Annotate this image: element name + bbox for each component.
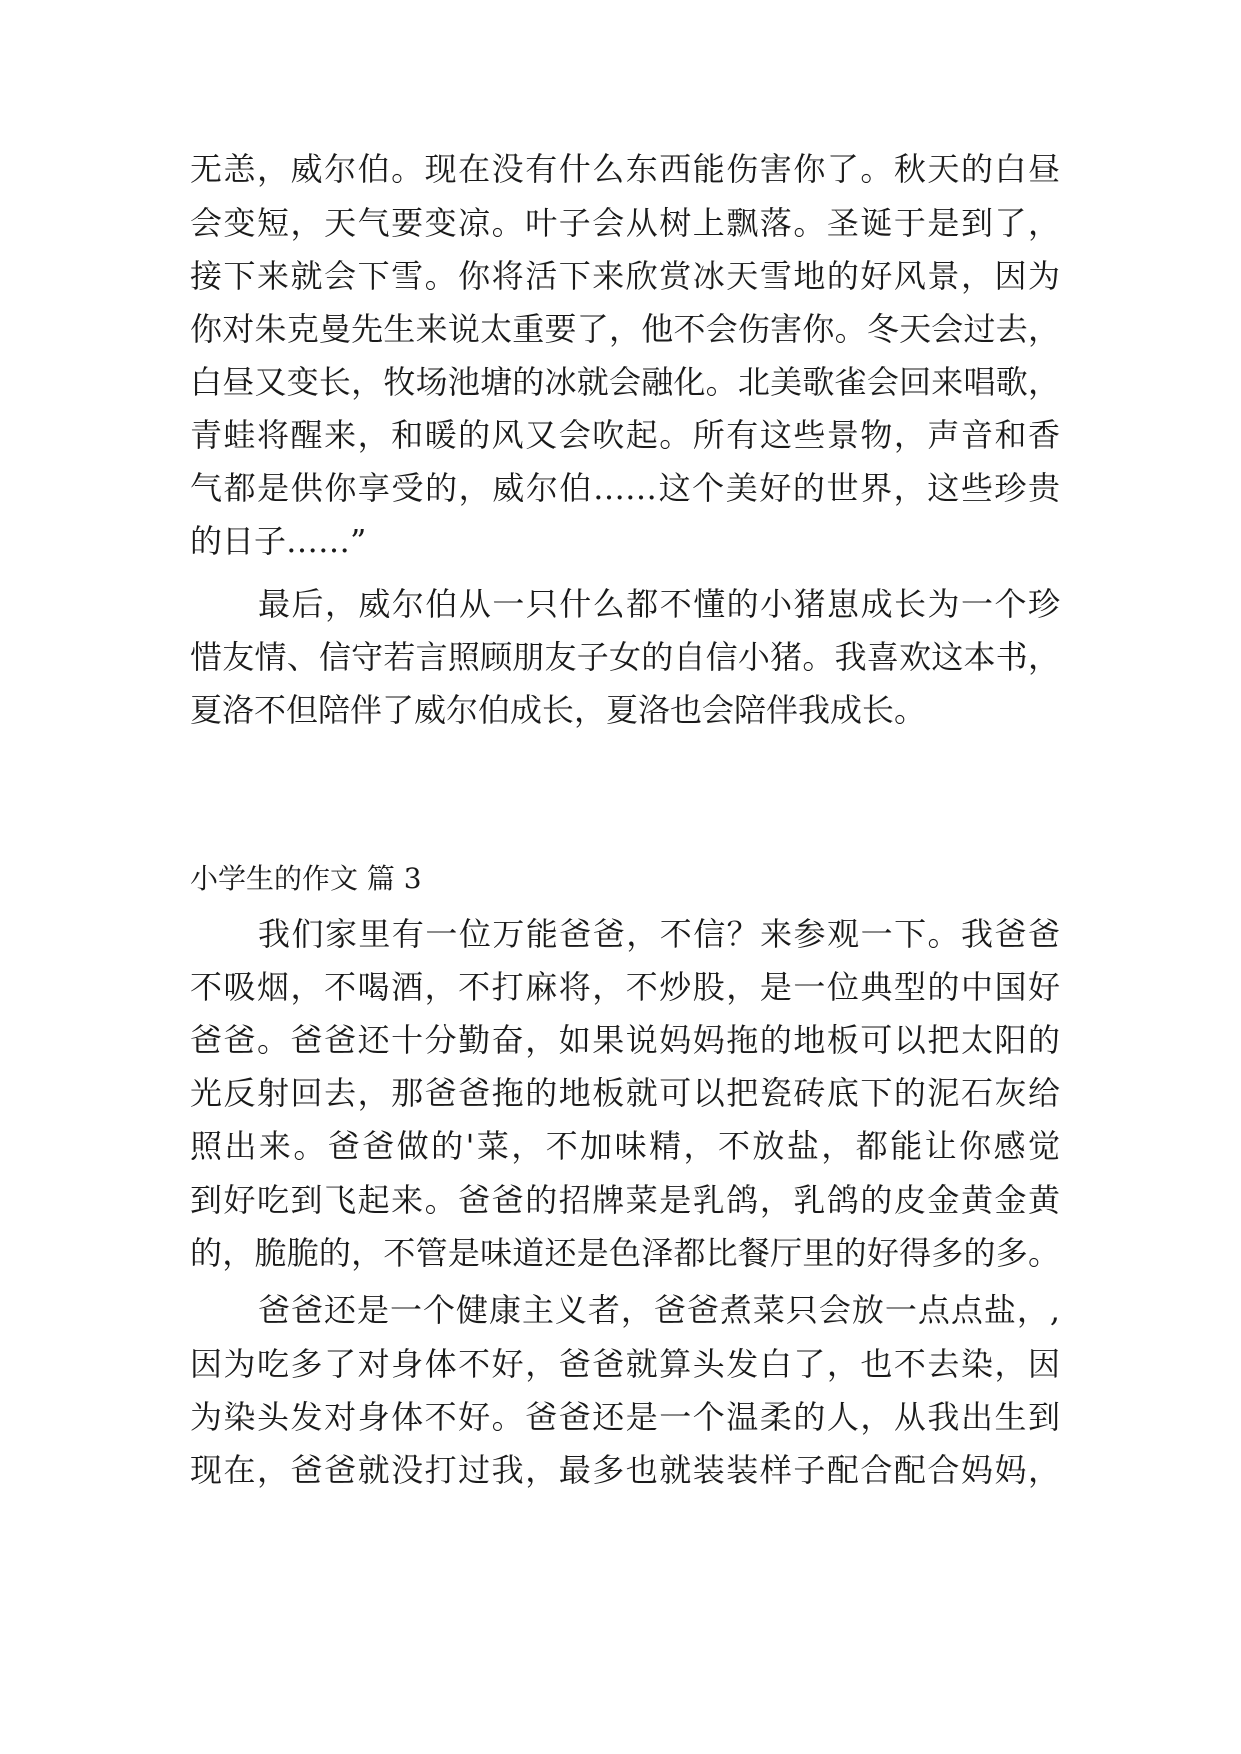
text-line: 最后，威尔伯从一只什么都不懂的小猪崽成长为一个珍 [258,585,1060,623]
text-line: 光反射回去，那爸爸拖的地板就可以把瓷砖底下的泥石灰给 [190,1074,1060,1112]
text-line: 照出来。爸爸做的'菜，不加味精，不放盐，都能让你感觉 [190,1127,1060,1165]
text-line: 接下来就会下雪。你将活下来欣赏冰天雪地的好风景，因为 [190,257,1060,295]
text-line: 惜友情、信守若言照顾朋友子女的自信小猪。我喜欢这本书， [190,638,1060,676]
text-line: 无恙，威尔伯。现在没有什么东西能伤害你了。秋天的白昼 [190,150,1060,188]
section-title: 小学生的作文 篇 3 [190,862,422,895]
text-line: 气都是供你享受的，威尔伯……这个美好的世界，这些珍贵 [190,469,1060,507]
text-line: 白昼又变长，牧场池塘的冰就会融化。北美歌雀会回来唱歌， [190,363,1060,401]
text-line: 爸爸。爸爸还十分勤奋，如果说妈妈拖的地板可以把太阳的 [190,1021,1060,1059]
text-line: 你对朱克曼先生来说太重要了，他不会伤害你。冬天会过去， [190,310,1060,348]
text-line: 到好吃到飞起来。爸爸的招牌菜是乳鸽，乳鸽的皮金黄金黄 [190,1181,1060,1219]
text-line: 夏洛不但陪伴了威尔伯成长，夏洛也会陪伴我成长。 [190,691,927,729]
text-line: 我们家里有一位万能爸爸，不信？来参观一下。我爸爸 [258,915,1060,953]
text-line: 现在，爸爸就没打过我，最多也就装装样子配合配合妈妈， [190,1451,1060,1489]
text-line: 青蛙将醒来，和暖的风又会吹起。所有这些景物，声音和香 [190,416,1060,454]
text-line: 的，脆脆的，不管是味道还是色泽都比餐厅里的好得多的多。 [190,1234,1060,1272]
text-line: 不吸烟，不喝酒，不打麻将，不炒股，是一位典型的中国好 [190,968,1060,1006]
text-line: 会变短，天气要变凉。叶子会从树上飘落。圣诞于是到了， [190,204,1060,242]
text-line: 因为吃多了对身体不好，爸爸就算头发白了，也不去染，因 [190,1345,1060,1383]
text-line: 爸爸还是一个健康主义者，爸爸煮菜只会放一点点盐，, [258,1291,1060,1329]
text-line: 为染头发对身体不好。爸爸还是一个温柔的人，从我出生到 [190,1398,1060,1436]
text-line: 的日子……” [190,522,367,560]
